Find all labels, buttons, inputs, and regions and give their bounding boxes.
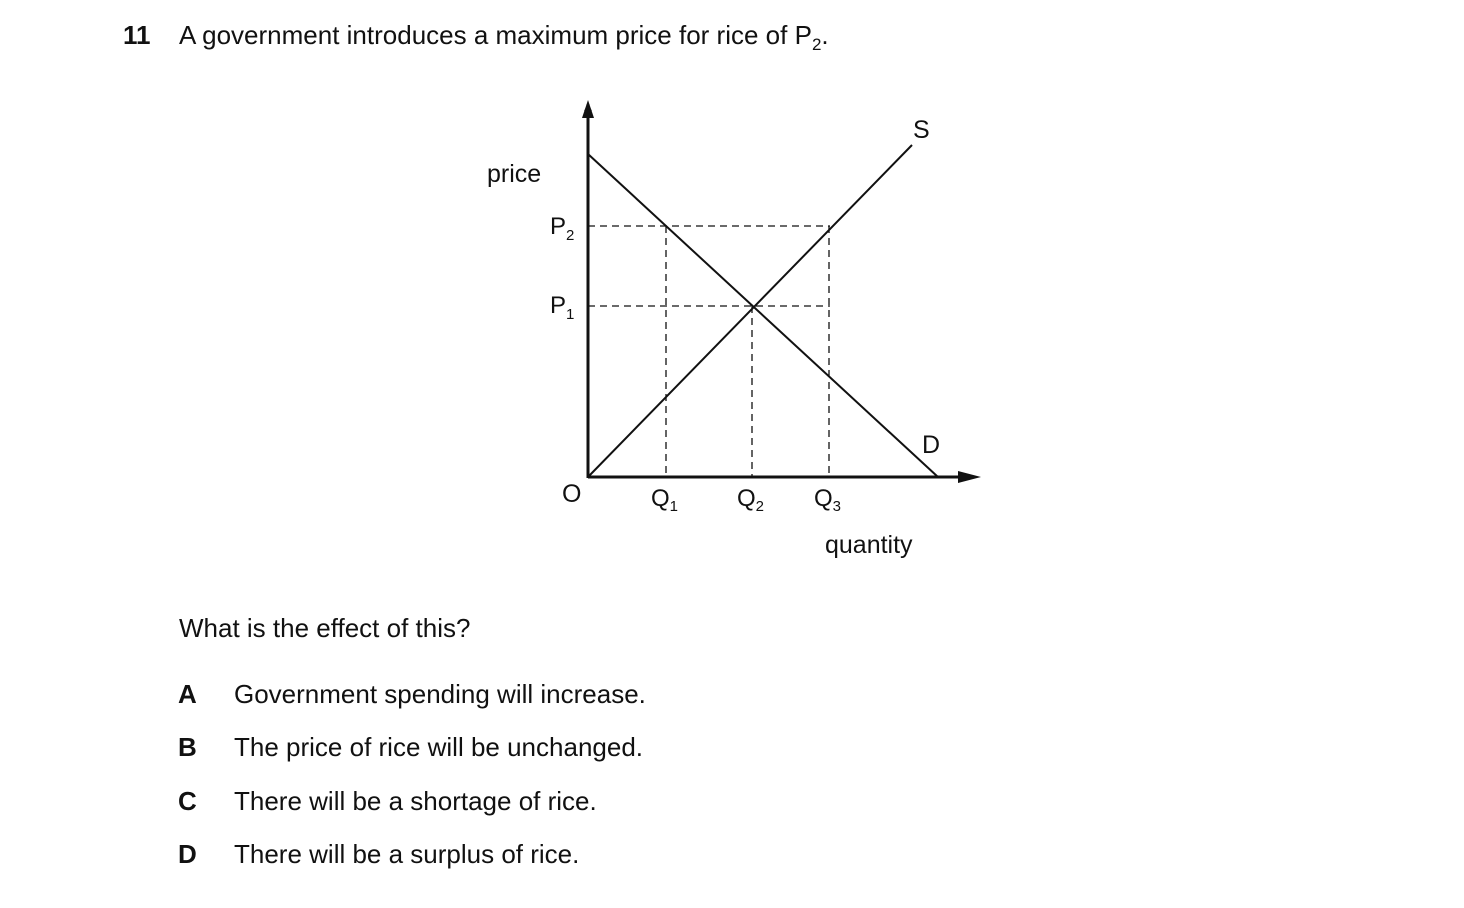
question-stem-text: A government introduces a maximum price for rice of P	[179, 20, 812, 50]
option-letter: C	[178, 786, 197, 816]
option-letter: B	[178, 732, 197, 762]
x-axis-arrow-icon	[958, 471, 981, 483]
price-label-p2	[550, 213, 574, 244]
price-label-p1	[550, 292, 574, 323]
quantity-label-q2-sub: 2	[755, 498, 765, 515]
price-label-p1-main: P	[550, 292, 567, 319]
option-text: There will be a shortage of rice.	[234, 786, 597, 816]
price-label-p2-sub: 2	[566, 227, 575, 244]
option-letter: A	[178, 679, 197, 709]
option-c[interactable]	[178, 786, 597, 817]
question-prompt: What is the effect of this?	[179, 613, 471, 643]
question-stem-subscript: 2	[811, 35, 822, 54]
y-axis-arrow-icon	[582, 100, 594, 118]
quantity-label-q1	[651, 485, 678, 515]
option-text: There will be a surplus of rice.	[234, 839, 580, 869]
option-b[interactable]	[178, 732, 643, 763]
demand-curve	[588, 154, 941, 477]
quantity-label-q2-main: Q	[737, 485, 756, 512]
quantity-label-q3	[814, 485, 841, 515]
quantity-label-q1-sub: 1	[669, 498, 679, 515]
question-number: 11	[123, 20, 151, 50]
y-axis-label: price	[487, 160, 542, 188]
option-a[interactable]	[178, 679, 646, 710]
option-d[interactable]	[178, 839, 579, 870]
origin-label: O	[562, 480, 582, 508]
quantity-label-q2	[737, 485, 764, 515]
option-letter: D	[178, 839, 197, 869]
demand-label: D	[922, 431, 941, 459]
quantity-label-q3-sub: 3	[832, 498, 842, 515]
option-text: The price of rice will be unchanged.	[234, 732, 644, 762]
quantity-label-q3-main: Q	[814, 485, 833, 512]
supply-label: S	[913, 116, 930, 144]
option-text: Government spending will increase.	[234, 679, 646, 709]
price-label-p2-main: P	[550, 213, 567, 240]
quantity-label-q1-main: Q	[651, 485, 670, 512]
question-stem-end: .	[821, 20, 829, 50]
price-label-p1-sub: 1	[566, 306, 575, 323]
supply-curve	[588, 145, 912, 477]
x-axis-label: quantity	[825, 531, 913, 559]
